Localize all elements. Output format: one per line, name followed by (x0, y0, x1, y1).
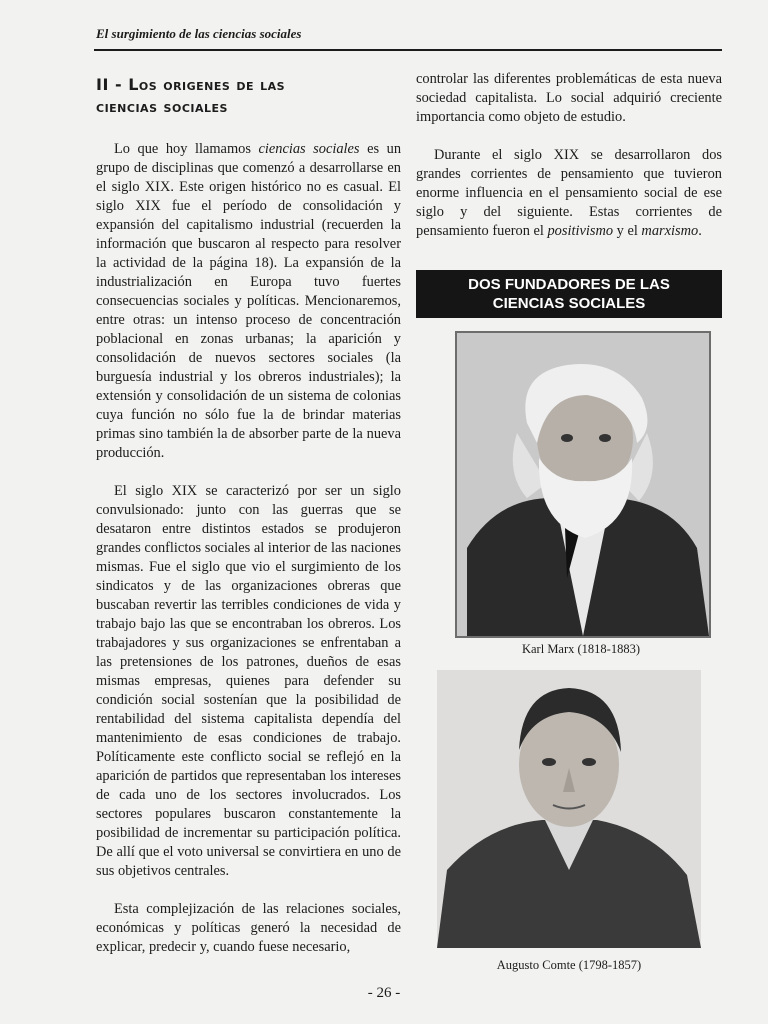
right-column (416, 70, 722, 260)
section-title-line2: ciencias sociales (96, 97, 228, 116)
marxismo-term: marxismo (641, 223, 699, 239)
paragraph-3: Esta complejización de las relaciones sociales, económicas y políticas generó la necesidad de explicar, predecir y, cuando fuese necesario, (96, 901, 401, 955)
right-paragraph-1: controlar las diferentes problemáticas de esta nueva sociedad capitalista. Lo social adquirió creciente importancia como objeto de estudio. (416, 71, 722, 125)
paragraph-2: El siglo XIX se caracterizó por ser un siglo convulsionado: junto con las guerras que se desataron entre distintos estados se produjeron grandes conflictos sociales al interior de las naciones mismas. Fue el siglo que vio el surgimiento de los sindicatos y de las organizaciones obreras que buscaban revertir las terribles condiciones de vida y trabajo bajo las que se encontraban los obreros. Los trabajadores y sus organizaciones se enfrentaban a las pretensiones de los patrones, dueños de esas mismas empresas, quienes para defender su condición social sostenían que la posibilidad de rentabilidad del sistema capitalista dependía del mantenimiento de esas condiciones de trabajo. Políticamente este conflicto social se reflejó en la aparición de partidos que representaban los intereses de cada uno de los sectores involucrados. Los sectores populares buscaron constantemente la posibilidad de incrementar su participación política. De allí que el voto universal se convirtiera en uno de sus objetivos centrales. (96, 483, 401, 879)
right-paragraph-2-text-c: . (698, 223, 702, 239)
left-column (96, 74, 401, 976)
section-title (96, 74, 401, 118)
paragraph-1 (96, 140, 401, 463)
marx-caption: Karl Marx (1818-1883) (521, 642, 641, 656)
positivismo-term: positivismo (547, 223, 614, 239)
page-number: - 26 - (367, 985, 401, 1001)
right-paragraph-2-text-a: Durante el siglo XIX se desarrollaron dos grandes corrientes de pensamiento que tuvieron enorme influencia en el pensamiento social de ese siglo y del siguiente. Estas corrientes de pensamiento fueron el (416, 147, 722, 239)
paragraph-1-emphasis: ciencias sociales (258, 141, 360, 157)
founders-heading-line1: DOS FUNDADORES DE LAS (468, 276, 670, 293)
comte-portrait (437, 670, 701, 948)
paragraph-1-text-a: Lo que hoy llamamos (114, 141, 259, 157)
right-paragraph-2 (416, 146, 722, 241)
comte-caption: Augusto Comte (1798-1857) (496, 958, 642, 972)
marx-portrait (455, 331, 711, 638)
header-rule (94, 49, 722, 51)
right-paragraph-2-text-b: y el (613, 223, 642, 239)
paragraph-1-text-b: es un grupo de disciplinas que comenzó a desarrollarse en el siglo XIX. Este origen histórico no es casual. El siglo XIX fue el período de consolidación y expansión del capitalismo industrial (recuerden la información que buscaron al respecto para resolver la actividad de la página 18). La expansión de la industrialización en Europa tuvo fuertes consecuencias sociales y políticas. Mencionaremos, entre otras: un intenso proceso de concentración poblacional en zonas urbanas; la aparición y consolidación de nuevos sectores sociales (la burguesía industrial y los obreros industriales); la extensión y consolidación de un sistema de colonias cuya función no sólo fue la de brindar materias primas sino también la de absorber parte de la nueva producción. (96, 141, 402, 461)
running-header: El surgimiento de las ciencias sociales (96, 26, 302, 41)
founders-heading-box (416, 270, 722, 318)
section-title-line1: II - Los origenes de las (96, 75, 286, 94)
founders-heading-line2: CIENCIAS SOCIALES (492, 295, 646, 312)
